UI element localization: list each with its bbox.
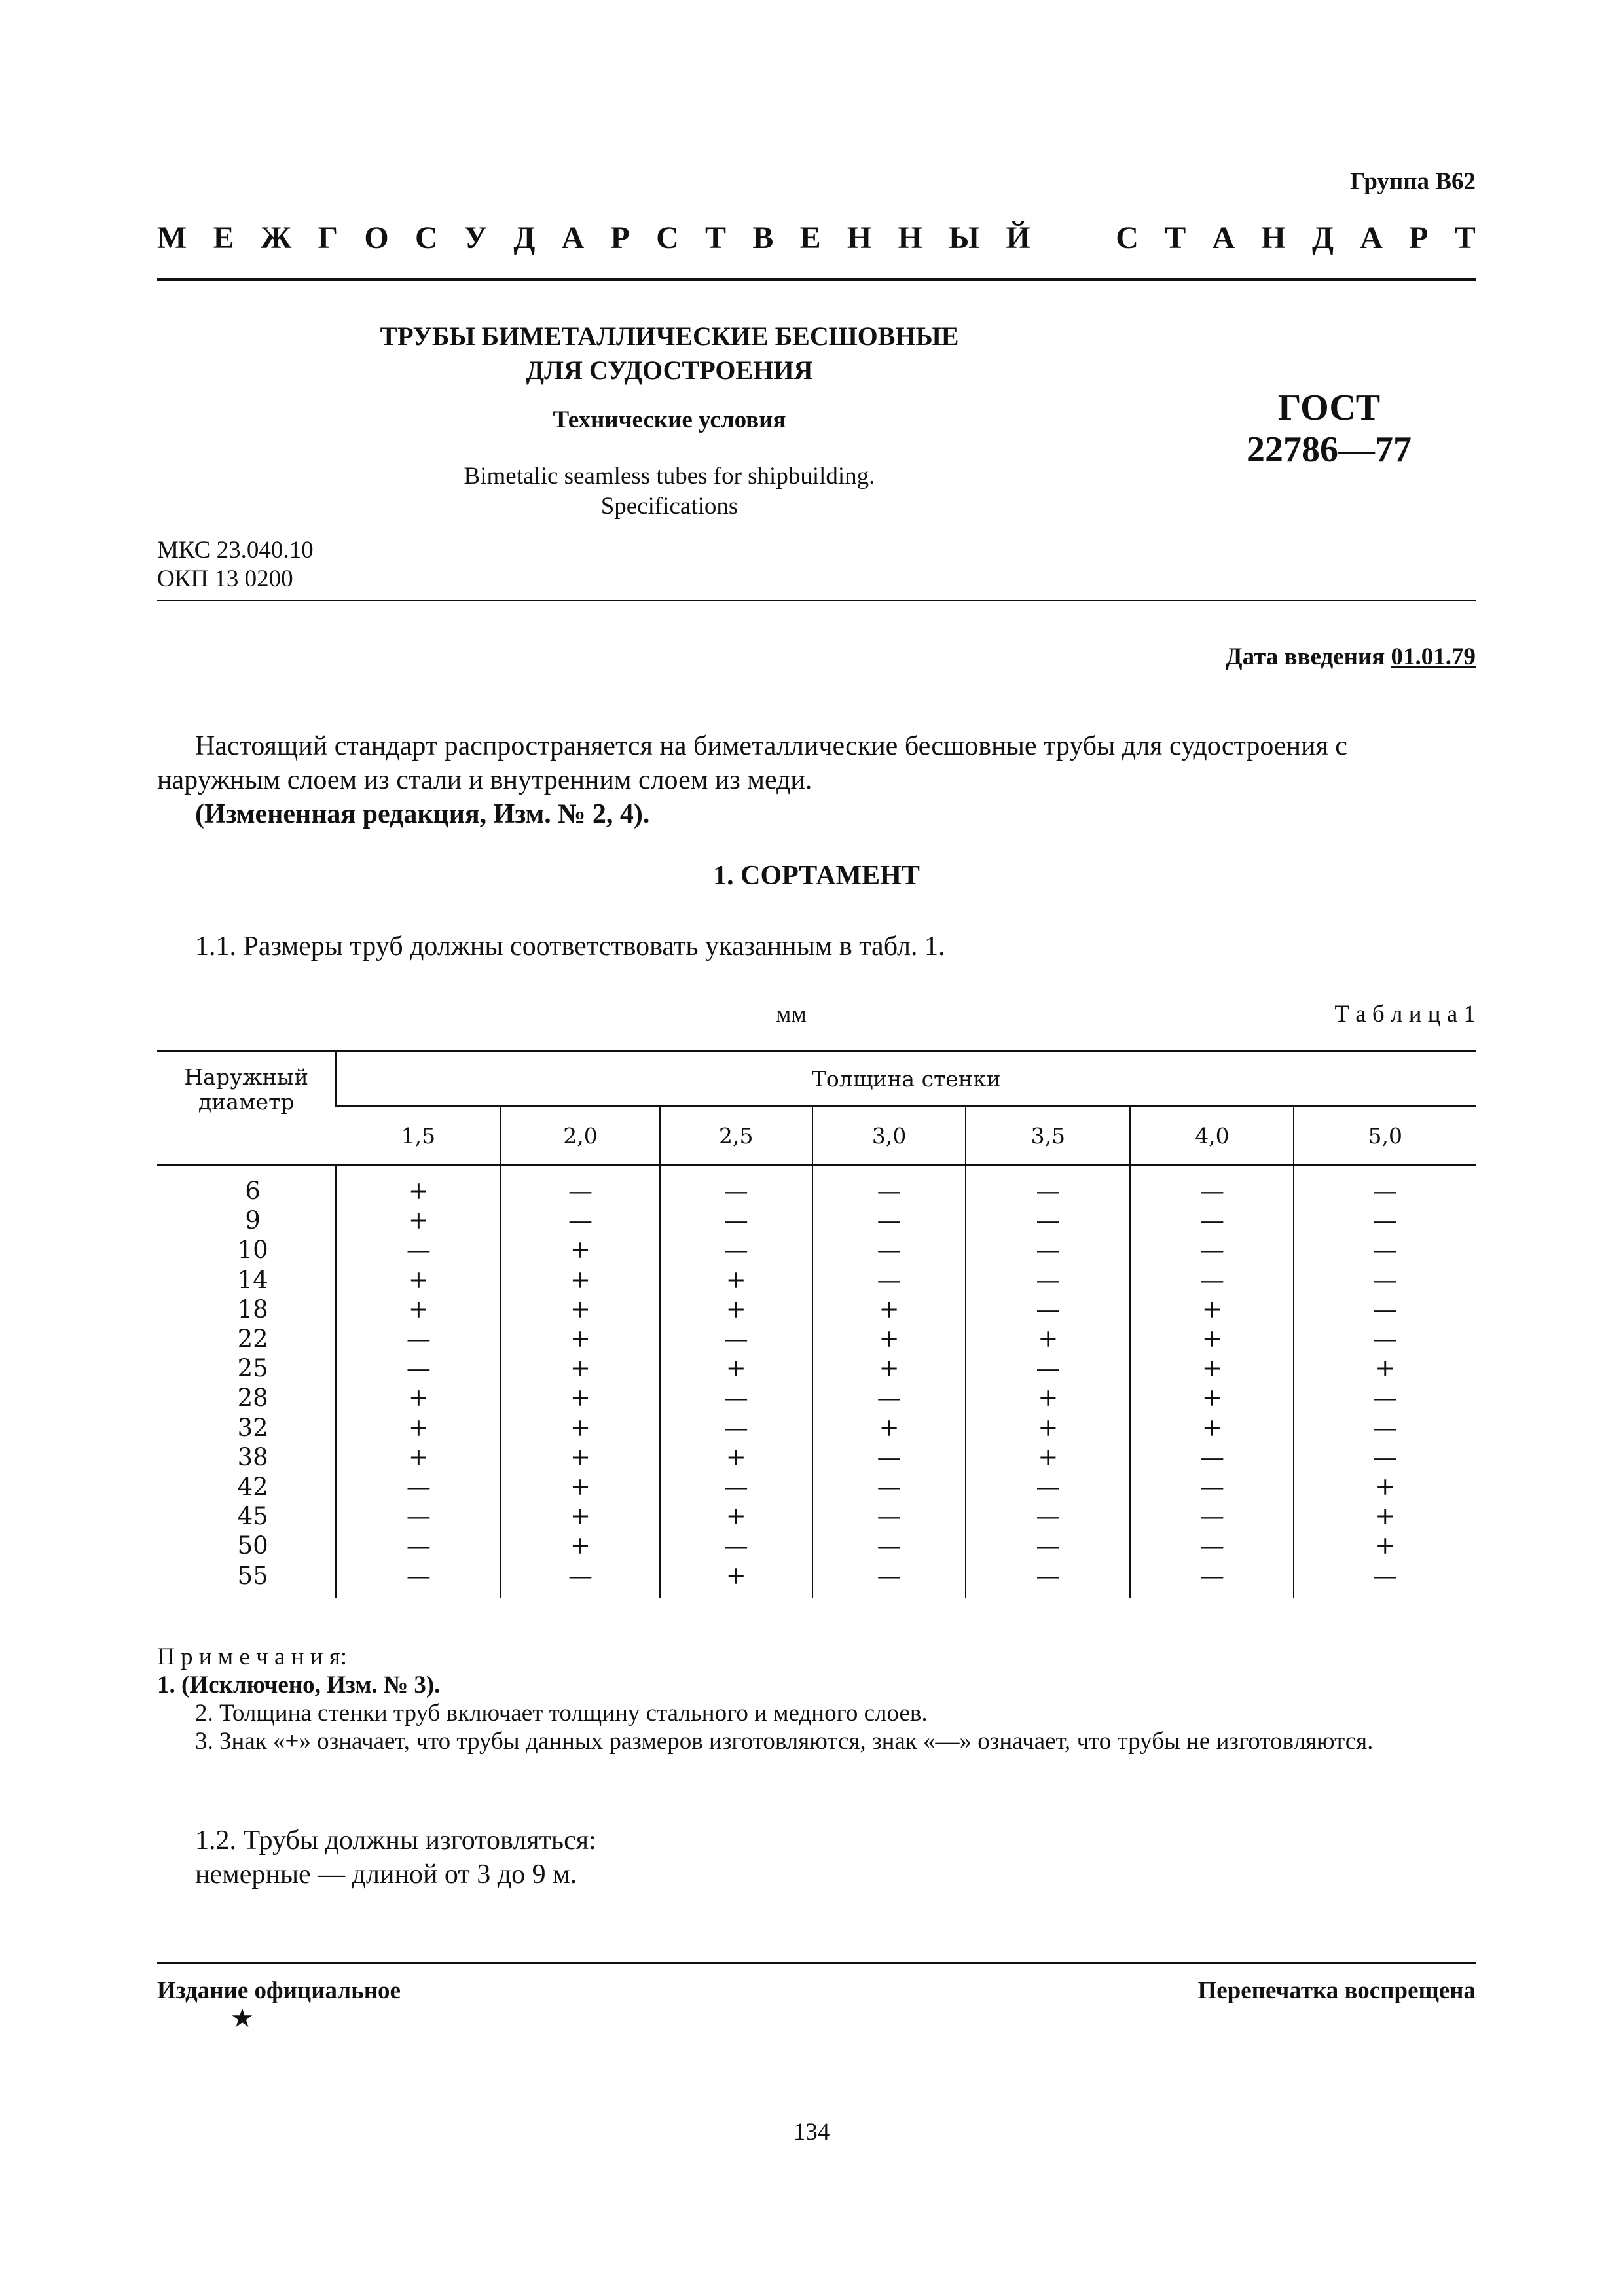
header-thickness: 2,0: [501, 1106, 659, 1165]
availability-cell: +: [660, 1501, 812, 1531]
interstate-letter: Ж: [260, 221, 292, 255]
availability-cell: +: [660, 1443, 812, 1472]
footer-rule: [157, 1962, 1476, 1964]
table-row: [157, 1383, 1476, 1412]
diameter-cell: 25: [237, 1354, 268, 1383]
availability-cell: +: [336, 1165, 501, 1206]
availability-cell: —: [336, 1501, 501, 1531]
availability-cell: +: [336, 1383, 501, 1412]
interstate-letter: Г: [318, 221, 338, 255]
availability-cell: —: [966, 1206, 1130, 1235]
diameter-cell: 18: [237, 1295, 268, 1323]
table-row: [157, 1501, 1476, 1531]
availability-cell: +: [1294, 1501, 1476, 1531]
interstate-letter: Н: [847, 221, 872, 255]
availability-cell: +: [501, 1472, 659, 1501]
table-row: [157, 1472, 1476, 1501]
interstate-standard-heading: [157, 220, 1476, 259]
standard-letter: Т: [1165, 221, 1186, 255]
interstate-letter: С: [656, 221, 679, 255]
interstate-letter: Т: [705, 221, 727, 255]
header-thickness: 4,0: [1130, 1106, 1294, 1165]
availability-cell: —: [1294, 1235, 1476, 1265]
availability-cell: —: [660, 1235, 812, 1265]
availability-cell: —: [336, 1324, 501, 1354]
availability-cell: +: [660, 1560, 812, 1598]
availability-cell: +: [501, 1265, 659, 1295]
intro-paragraph: Настоящий стандарт распространяется на биметаллические бесшовные трубы для судостроения с наружным слоем из стали и внутренним слоем из меди.: [157, 731, 1347, 795]
availability-cell: +: [966, 1443, 1130, 1472]
availability-cell: —: [660, 1206, 812, 1235]
availability-cell: —: [812, 1531, 966, 1560]
clause-1-2: 1.2. Трубы должны изготовляться:: [195, 1825, 596, 1856]
availability-cell: —: [1294, 1295, 1476, 1324]
availability-cell: +: [501, 1413, 659, 1443]
clause-1-1: 1.1. Размеры труб должны соответствовать указанным в табл. 1.: [195, 931, 945, 961]
okp-code: ОКП 13 0200: [157, 565, 293, 592]
availability-cell: +: [336, 1413, 501, 1443]
interstate-letter: Н: [898, 221, 922, 255]
header-rule: [157, 278, 1476, 281]
clause-1-2-text: немерные — длиной от 3 до 9 м.: [195, 1859, 577, 1890]
diameter-cell: 10: [237, 1236, 268, 1265]
header-wall-thickness: Толщина стенки: [336, 1052, 1476, 1106]
header-thickness: 2,5: [660, 1106, 812, 1165]
table-row: [157, 1324, 1476, 1354]
availability-cell: —: [812, 1206, 966, 1235]
diameter-cell: 45: [237, 1502, 268, 1531]
availability-cell: +: [501, 1443, 659, 1472]
diameter-cell: 9: [245, 1206, 261, 1235]
english-title-line-1: Bimetalic seamless tubes for shipbuilding.: [464, 463, 875, 490]
availability-cell: —: [660, 1383, 812, 1412]
title-line-1: ТРУБЫ БИМЕТАЛЛИЧЕСКИЕ БЕСШОВНЫЕ: [380, 321, 959, 351]
interstate-letter: Е: [799, 221, 821, 255]
availability-cell: +: [336, 1443, 501, 1472]
availability-cell: —: [336, 1531, 501, 1560]
interstate-letter: А: [561, 221, 585, 255]
availability-cell: +: [812, 1354, 966, 1383]
availability-cell: +: [660, 1295, 812, 1324]
availability-cell: —: [812, 1383, 966, 1412]
diameter-cell: 28: [237, 1384, 268, 1412]
availability-cell: —: [1130, 1235, 1294, 1265]
date-value: 01.01.79: [1391, 643, 1476, 670]
availability-cell: —: [1130, 1206, 1294, 1235]
table-row: [157, 1235, 1476, 1265]
availability-cell: —: [1294, 1560, 1476, 1598]
availability-cell: —: [812, 1235, 966, 1265]
availability-cell: +: [1130, 1295, 1294, 1324]
subtitle: Технические условия: [553, 406, 786, 433]
availability-cell: +: [660, 1265, 812, 1295]
table-caption: Т а б л и ц а 1: [1334, 1001, 1476, 1028]
availability-cell: +: [1130, 1383, 1294, 1412]
availability-cell: —: [966, 1501, 1130, 1531]
availability-cell: —: [966, 1165, 1130, 1206]
availability-cell: —: [1294, 1265, 1476, 1295]
official-edition: Издание официальное: [157, 1977, 401, 2004]
availability-cell: +: [660, 1354, 812, 1383]
availability-cell: +: [501, 1354, 659, 1383]
interstate-letter: Р: [610, 221, 630, 255]
table-row: [157, 1295, 1476, 1324]
interstate-letter: М: [157, 221, 187, 255]
interstate-letter: О: [364, 221, 389, 255]
availability-cell: +: [1130, 1324, 1294, 1354]
section-1-heading: 1. СОРТАМЕНТ: [713, 861, 920, 891]
gost-number: 22786—77: [1247, 429, 1412, 470]
availability-cell: +: [966, 1413, 1130, 1443]
title-line-2: ДЛЯ СУДОСТРОЕНИЯ: [526, 355, 813, 385]
availability-cell: —: [501, 1165, 659, 1206]
header-outer-diameter: Наружный диаметр: [184, 1064, 308, 1115]
standard-letter: Н: [1261, 221, 1286, 255]
availability-cell: —: [966, 1531, 1130, 1560]
standard-letter: Т: [1454, 221, 1476, 255]
standard-letter: А: [1360, 221, 1383, 255]
availability-cell: —: [966, 1560, 1130, 1598]
availability-cell: —: [966, 1354, 1130, 1383]
availability-cell: —: [1130, 1265, 1294, 1295]
diameter-cell: 50: [237, 1532, 268, 1560]
standard-letter: Р: [1409, 221, 1429, 255]
table-row: [157, 1413, 1476, 1443]
availability-cell: —: [336, 1354, 501, 1383]
availability-cell: +: [966, 1324, 1130, 1354]
availability-cell: —: [1294, 1206, 1476, 1235]
availability-cell: —: [660, 1531, 812, 1560]
word-gap: [1057, 220, 1089, 259]
availability-cell: +: [501, 1531, 659, 1560]
availability-cell: —: [1130, 1501, 1294, 1531]
availability-cell: +: [501, 1295, 659, 1324]
availability-cell: +: [336, 1206, 501, 1235]
standard-letter: С: [1116, 221, 1139, 255]
interstate-letter: С: [414, 221, 438, 255]
availability-cell: +: [812, 1413, 966, 1443]
codes-rule: [157, 600, 1476, 601]
table-unit: мм: [776, 1001, 807, 1028]
interstate-letter: Д: [513, 221, 536, 255]
table-row: [157, 1531, 1476, 1560]
note-3: 3. Знак «+» означает, что трубы данных размеров изготовляются, знак «—» означает, что трубы не изготовляются.: [195, 1728, 1374, 1755]
availability-cell: +: [1130, 1413, 1294, 1443]
note-1: 1. (Исключено, Изм. № 3).: [157, 1672, 441, 1698]
table-row: [157, 1560, 1476, 1598]
availability-cell: —: [1130, 1560, 1294, 1598]
availability-cell: —: [1130, 1531, 1294, 1560]
availability-cell: —: [336, 1235, 501, 1265]
reprint-prohibited: Перепечатка воспрещена: [1197, 1977, 1476, 2004]
table-row: [157, 1165, 1476, 1206]
availability-cell: —: [812, 1560, 966, 1598]
diameter-cell: 42: [237, 1472, 268, 1501]
availability-cell: —: [966, 1235, 1130, 1265]
english-title-line-2: Specifications: [600, 493, 739, 520]
availability-cell: +: [1294, 1531, 1476, 1560]
notes: [157, 1643, 1476, 1755]
interstate-letter: Е: [213, 221, 234, 255]
availability-cell: —: [1294, 1324, 1476, 1354]
availability-cell: +: [812, 1295, 966, 1324]
interstate-letter: В: [752, 221, 774, 255]
table-row: [157, 1354, 1476, 1383]
diameter-cell: 6: [245, 1177, 261, 1206]
availability-cell: +: [501, 1383, 659, 1412]
availability-cell: —: [501, 1206, 659, 1235]
availability-cell: —: [660, 1324, 812, 1354]
availability-cell: —: [336, 1472, 501, 1501]
standard-letter: Д: [1311, 221, 1334, 255]
availability-cell: —: [812, 1472, 966, 1501]
table-row: [157, 1265, 1476, 1295]
availability-cell: +: [501, 1235, 659, 1265]
diameter-cell: 32: [237, 1413, 268, 1442]
availability-cell: —: [660, 1413, 812, 1443]
availability-cell: —: [336, 1560, 501, 1598]
introduction-date: [1226, 643, 1476, 671]
availability-cell: —: [1130, 1472, 1294, 1501]
page-number: 134: [793, 2119, 830, 2145]
availability-cell: +: [336, 1295, 501, 1324]
availability-cell: —: [966, 1472, 1130, 1501]
standard-letter: А: [1212, 221, 1235, 255]
gost-label: ГОСТ: [1277, 387, 1381, 428]
availability-cell: +: [812, 1324, 966, 1354]
availability-cell: —: [1294, 1443, 1476, 1472]
diameter-cell: 38: [237, 1443, 268, 1471]
date-label: Дата введения: [1226, 643, 1385, 670]
availability-cell: —: [1294, 1413, 1476, 1443]
availability-cell: —: [966, 1265, 1130, 1295]
diameter-cell: 55: [237, 1561, 268, 1590]
availability-cell: —: [812, 1265, 966, 1295]
note-2: 2. Толщина стенки труб включает толщину стального и медного слоев.: [195, 1700, 928, 1727]
availability-cell: +: [501, 1324, 659, 1354]
notes-heading: П р и м е ч а н и я:: [157, 1643, 348, 1670]
table-1: [157, 1052, 1476, 1598]
interstate-letter: У: [464, 221, 488, 255]
header-thickness: 3,5: [966, 1106, 1130, 1165]
mks-code: МКС 23.040.10: [157, 537, 314, 564]
star-icon: ★: [230, 2003, 254, 2033]
diameter-cell: 14: [237, 1265, 268, 1294]
availability-cell: —: [660, 1472, 812, 1501]
availability-cell: —: [966, 1295, 1130, 1324]
availability-cell: +: [1294, 1354, 1476, 1383]
availability-cell: +: [501, 1501, 659, 1531]
diameter-cell: 22: [237, 1325, 268, 1354]
availability-cell: —: [1130, 1165, 1294, 1206]
availability-cell: —: [1294, 1165, 1476, 1206]
availability-cell: —: [1294, 1383, 1476, 1412]
availability-cell: +: [336, 1265, 501, 1295]
header-thickness: 3,0: [812, 1106, 966, 1165]
intro-amendment: (Измененная редакция, Изм. № 2, 4).: [195, 799, 650, 829]
availability-cell: +: [1130, 1354, 1294, 1383]
header-thickness: 1,5: [401, 1122, 436, 1149]
availability-cell: +: [966, 1383, 1130, 1412]
availability-cell: —: [812, 1501, 966, 1531]
table-row: [157, 1206, 1476, 1235]
group-code: Группа В62: [1350, 168, 1476, 195]
availability-cell: —: [1130, 1443, 1294, 1472]
availability-cell: —: [501, 1560, 659, 1598]
availability-cell: —: [812, 1165, 966, 1206]
table-row: [157, 1443, 1476, 1472]
interstate-letter: Й: [1006, 221, 1030, 255]
availability-cell: +: [1294, 1472, 1476, 1501]
header-thickness: 5,0: [1294, 1106, 1476, 1165]
interstate-letter: Ы: [949, 221, 980, 255]
availability-cell: —: [812, 1443, 966, 1472]
availability-cell: —: [660, 1165, 812, 1206]
